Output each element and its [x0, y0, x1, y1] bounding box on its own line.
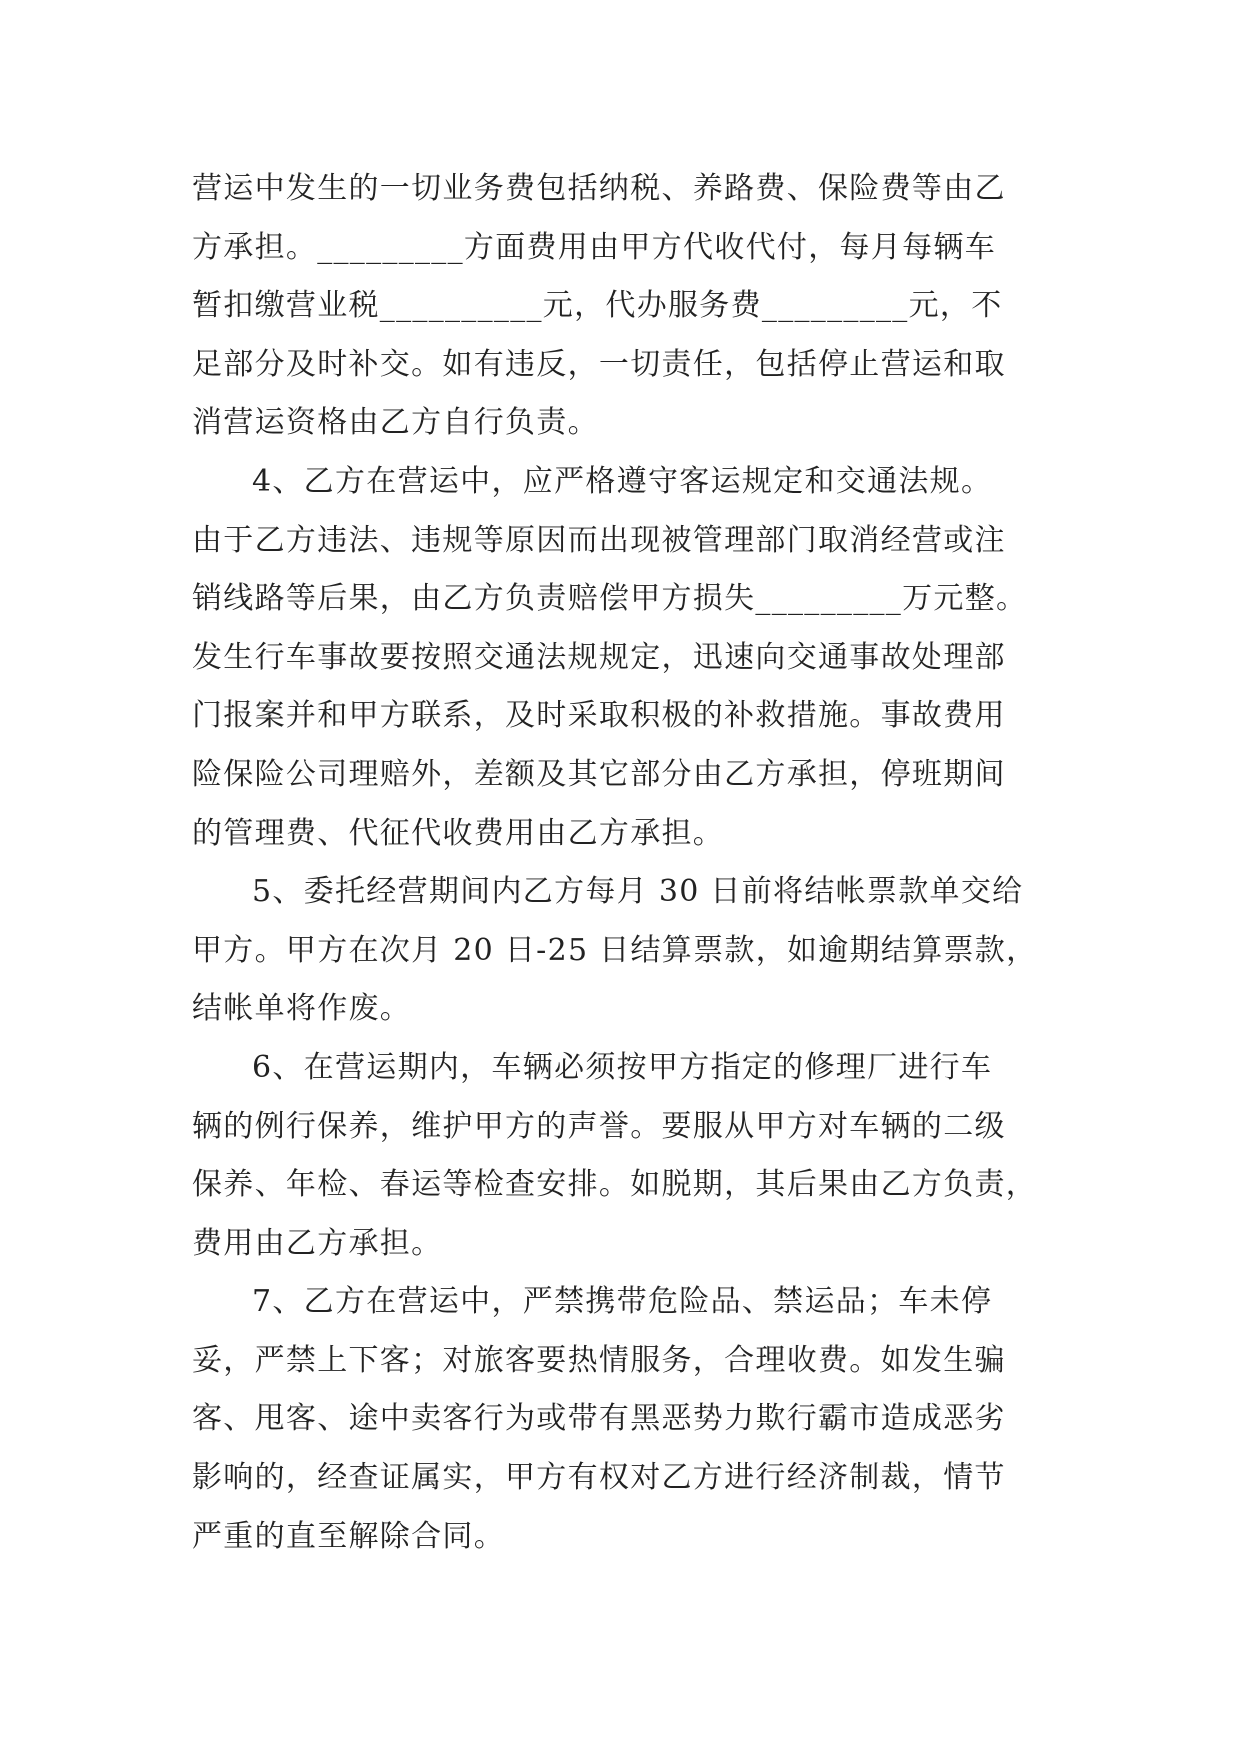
clause-6-start: 6、在营运期内，车辆必须按甲方指定的修理厂进行车	[252, 1049, 993, 1085]
text-line: 足部分及时补交。如有违反，一切责任，包括停止营运和取	[192, 346, 1006, 382]
text-line: 严重的直至解除合同。	[192, 1518, 505, 1554]
clause-7-start: 7、乙方在营运中，严禁携带危险品、禁运品；车未停	[252, 1284, 993, 1320]
clause-4-start: 4、乙方在营运中，应严格遵守客运规定和交通法规。	[252, 463, 993, 499]
contract-body	[192, 160, 1072, 1566]
text-line: 消营运资格由乙方自行负责。	[192, 405, 599, 441]
text-line: 营运中发生的一切业务费包括纳税、养路费、保险费等由乙	[192, 171, 1006, 206]
text-line: 影响的，经查证属实，甲方有权对乙方进行经济制裁，情节	[192, 1460, 1006, 1496]
text-line: 由于乙方违法、违规等原因而出现被管理部门取消经营或注	[192, 522, 1006, 558]
text-line: 保养、年检、春运等检查安排。如脱期，其后果由乙方负责，	[192, 1167, 1038, 1203]
text-line: 甲方。甲方在次月 20 日-25 日结算票款，如逾期结算票款，	[192, 932, 1038, 968]
text-line: 费用由乙方承担。	[192, 1225, 443, 1261]
clause-5-start: 5、委托经营期间内乙方每月 30 日前将结帐票款单交给	[252, 874, 1024, 910]
text-line: 结帐单将作废。	[192, 991, 412, 1027]
text-line: 辆的例行保养，维护甲方的声誉。要服从甲方对车辆的二级	[192, 1108, 1006, 1144]
text-line: 发生行车事故要按照交通法规规定，迅速向交通事故处理部	[192, 639, 1006, 675]
text-line: 门报案并和甲方联系，及时采取积极的补救措施。事故费用	[192, 698, 1006, 734]
text-line: 销线路等后果，由乙方负责赔偿甲方损失_________万元整。	[192, 581, 1028, 617]
text-line: 险保险公司理赔外，差额及其它部分由乙方承担，停班期间	[192, 756, 1006, 792]
text-line: 客、甩客、途中卖客行为或带有黑恶势力欺行霸市造成恶劣	[192, 1401, 1006, 1437]
text-line: 暂扣缴营业税__________元，代办服务费_________元，不	[192, 288, 1003, 324]
text-line: 方承担。_________方面费用由甲方代收代付，每月每辆车	[192, 229, 996, 265]
text-line: 妥，严禁上下客；对旅客要热情服务，合理收费。如发生骗	[192, 1342, 1006, 1378]
text-line: 的管理费、代征代收费用由乙方承担。	[192, 815, 725, 851]
